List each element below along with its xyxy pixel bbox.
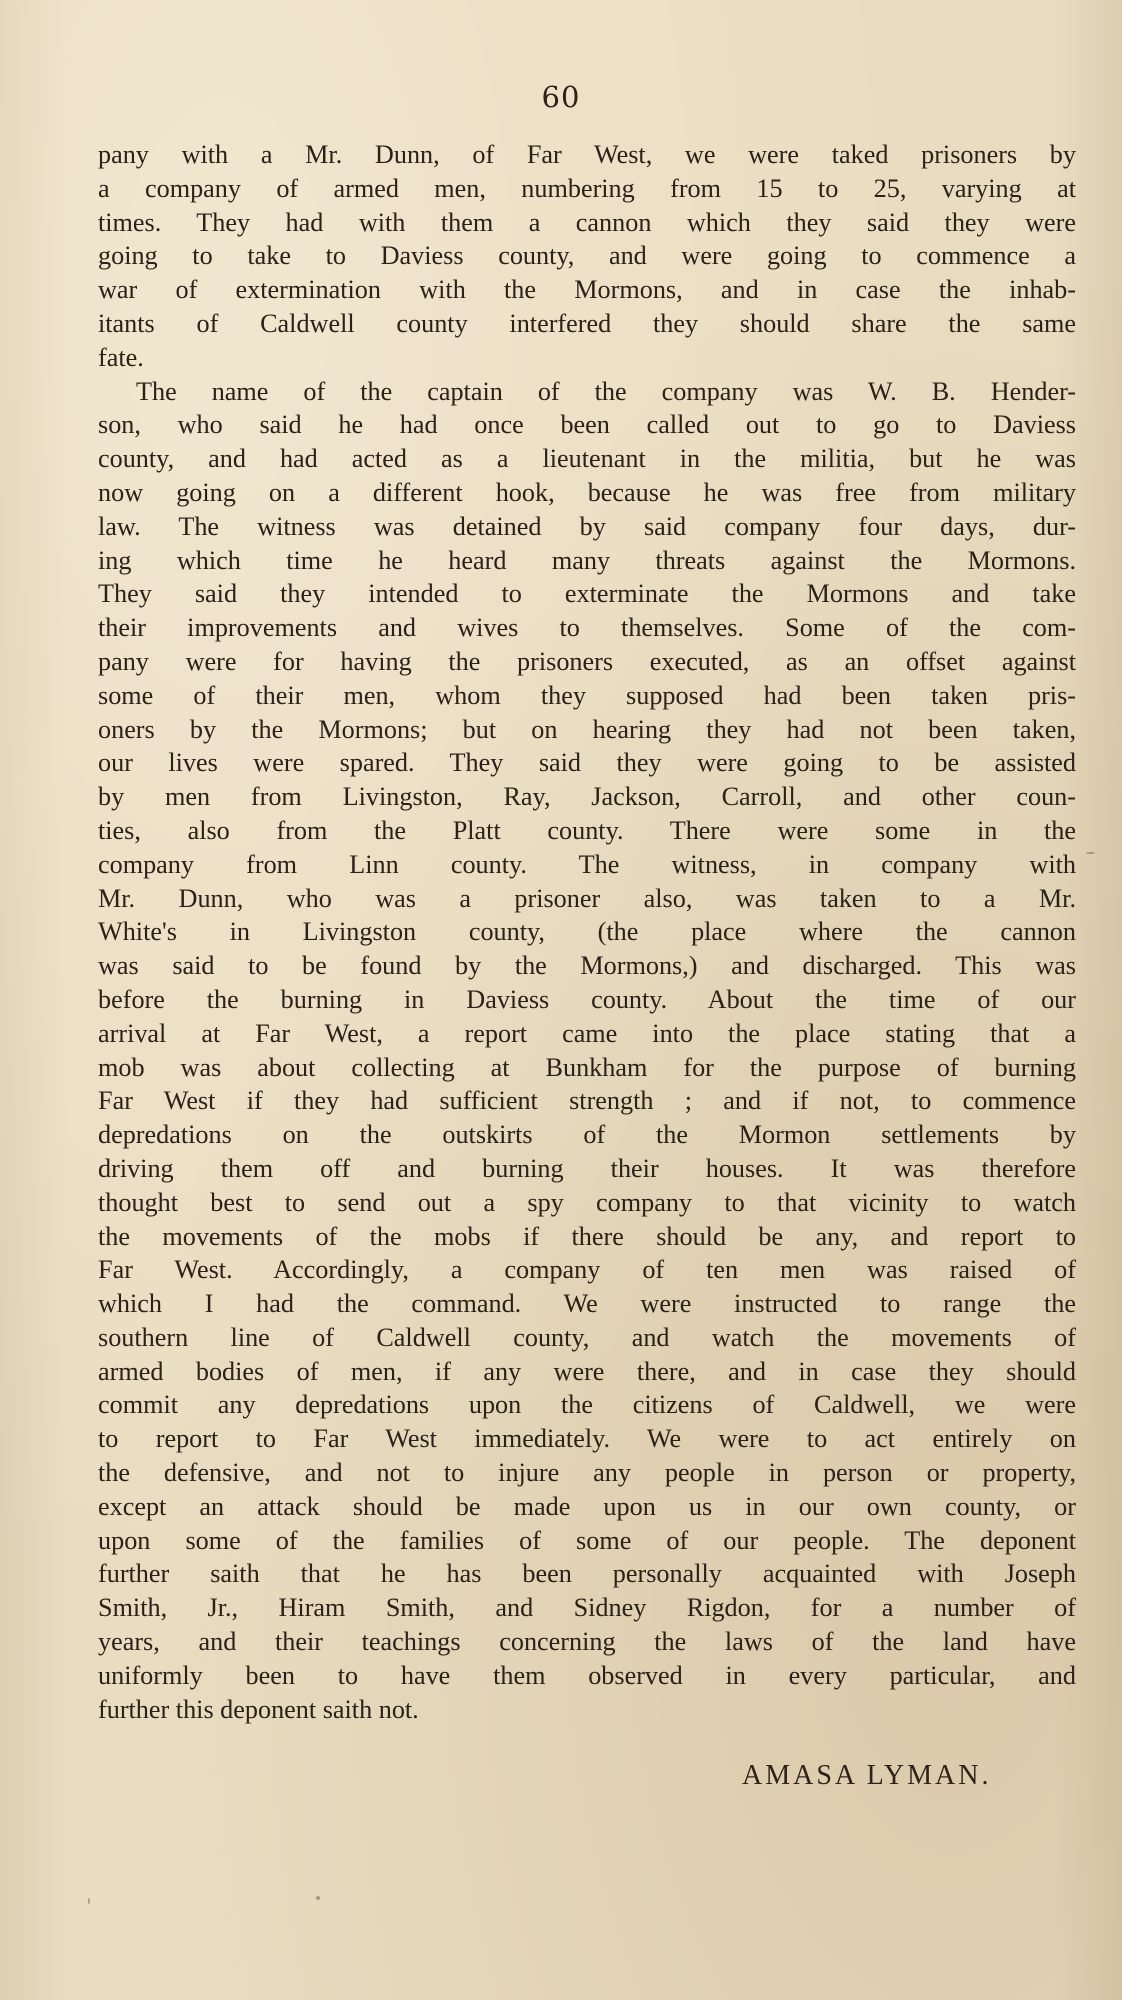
text-line: was said to be found by the Mormons,) and discharged. This was bbox=[98, 951, 1076, 981]
paper-speck bbox=[88, 1898, 90, 1904]
text-line: ing which time he heard many threats against the Mormons. bbox=[98, 545, 1076, 575]
text-line: itants of Caldwell county interfered they should share the same bbox=[98, 308, 1076, 338]
text-line: law. The witness was detained by said company four days, dur- bbox=[98, 511, 1076, 541]
body-text bbox=[98, 138, 1076, 1726]
text-line: mob was about collecting at Bunkham for the purpose of burning bbox=[98, 1052, 1076, 1082]
text-line: oners by the Mormons; but on hearing they had not been taken, bbox=[98, 714, 1076, 744]
text-line: depredations on the outskirts of the Mormon settlements by bbox=[98, 1120, 1076, 1150]
text-line: Far West. Accordingly, a company of ten men was raised of bbox=[98, 1255, 1076, 1285]
text-line: White's in Livingston county, (the place where the cannon bbox=[98, 917, 1076, 947]
text-line: company from Linn county. The witness, in company with bbox=[98, 849, 1076, 879]
text-line: Mr. Dunn, who was a prisoner also, was taken to a Mr. bbox=[98, 883, 1076, 913]
text-line: to report to Far West immediately. We were to act entirely on bbox=[98, 1424, 1076, 1454]
text-line: commit any depredations upon the citizens of Caldwell, we were bbox=[98, 1390, 1076, 1420]
paragraph-start-line: The name of the captain of the company was W. B. Hender- bbox=[136, 376, 1076, 406]
text-line: fate. bbox=[98, 342, 144, 372]
text-line: pany with a Mr. Dunn, of Far West, we were taked prisoners by bbox=[98, 140, 1076, 169]
text-line: Smith, Jr., Hiram Smith, and Sidney Rigdon, for a number of bbox=[98, 1593, 1076, 1623]
text-line: county, and had acted as a lieutenant in the militia, but he was bbox=[98, 444, 1076, 474]
text-line: Far West if they had sufficient strength ; and if not, to commence bbox=[98, 1086, 1076, 1116]
page-number: 60 bbox=[541, 80, 581, 114]
text-line: ties, also from the Platt county. There were some in the bbox=[98, 815, 1076, 845]
text-line: our lives were spared. They said they were going to be assisted bbox=[98, 748, 1076, 778]
text-line: times. They had with them a cannon which they said they were bbox=[98, 207, 1076, 237]
text-line: driving them off and burning their houses. It was therefore bbox=[98, 1153, 1076, 1183]
text-line: now going on a different hook, because he was free from military bbox=[98, 477, 1076, 507]
text-line: their improvements and wives to themselves. Some of the com- bbox=[98, 613, 1076, 643]
signature: AMASA LYMAN. bbox=[742, 1760, 992, 1791]
text-line: further this deponent saith not. bbox=[98, 1694, 419, 1724]
text-line: uniformly been to have them observed in every particular, and bbox=[98, 1660, 1076, 1690]
text-line: the defensive, and not to injure any people in person or property, bbox=[98, 1458, 1076, 1488]
paper-speck bbox=[1086, 852, 1095, 854]
text-line: except an attack should be made upon us in our own county, or bbox=[98, 1491, 1076, 1521]
text-line: further saith that he has been personally acquainted with Joseph bbox=[98, 1559, 1076, 1589]
text-line: by men from Livingston, Ray, Jackson, Carroll, and other coun- bbox=[98, 782, 1076, 812]
text-line: armed bodies of men, if any were there, and in case they should bbox=[98, 1356, 1076, 1386]
text-line: years, and their teachings concerning the laws of the land have bbox=[98, 1627, 1076, 1657]
text-line: son, who said he had once been called out to go to Daviess bbox=[98, 410, 1076, 440]
text-line: the movements of the mobs if there should be any, and report to bbox=[98, 1221, 1076, 1251]
text-line: going to take to Daviess county, and were going to commence a bbox=[98, 241, 1076, 271]
paper-speck bbox=[316, 1896, 320, 1900]
text-line: a company of armed men, numbering from 15 to 25, varying at bbox=[98, 173, 1076, 203]
text-line: upon some of the families of some of our people. The deponent bbox=[98, 1525, 1076, 1555]
text-line: which I had the command. We were instructed to range the bbox=[98, 1289, 1076, 1319]
text-line: thought best to send out a spy company to that vicinity to watch bbox=[98, 1187, 1076, 1217]
text-line: before the burning in Daviess county. About the time of our bbox=[98, 984, 1076, 1014]
text-line: They said they intended to exterminate the Mormons and take bbox=[98, 579, 1076, 609]
text-line: some of their men, whom they supposed had been taken pris- bbox=[98, 680, 1076, 710]
text-line: war of extermination with the Mormons, and in case the inhab- bbox=[98, 275, 1076, 305]
text-line: arrival at Far West, a report came into the place stating that a bbox=[98, 1018, 1076, 1048]
text-line: pany were for having the prisoners executed, as an offset against bbox=[98, 646, 1076, 676]
text-line: southern line of Caldwell county, and watch the movements of bbox=[98, 1322, 1076, 1352]
